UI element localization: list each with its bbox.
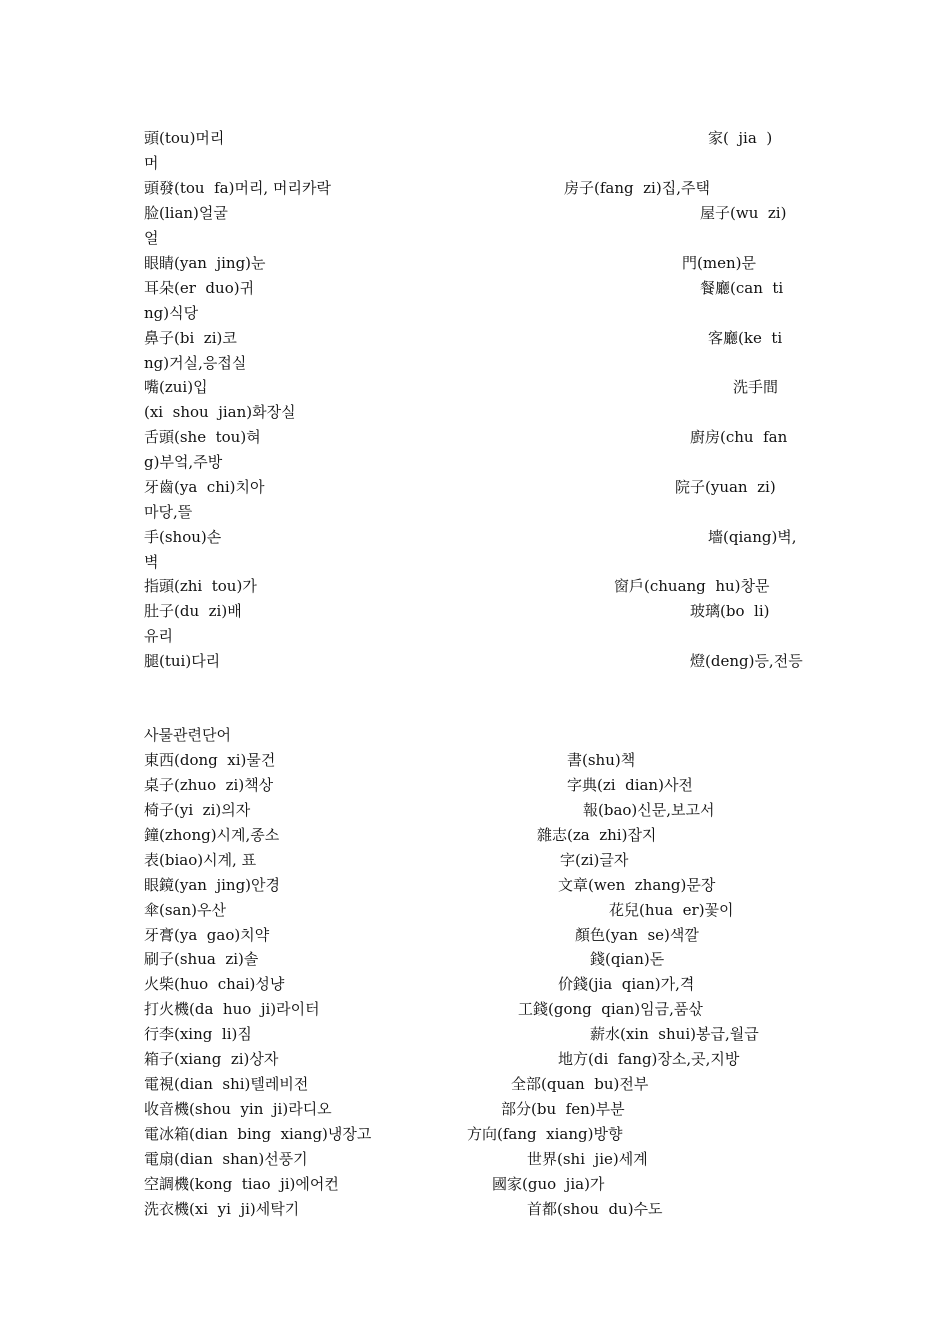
vocab-entry: 電冰箱(dian bing xiang)냉장고 bbox=[144, 1125, 372, 1143]
vocab-entry: 電扇(dian shan)선풍기 bbox=[144, 1150, 308, 1168]
vocab-entry: 家( jia ) bbox=[708, 129, 773, 147]
vocab-entry: 薪水(xin shui)봉급,월급 bbox=[590, 1025, 759, 1043]
vocab-entry: 燈(deng)등,전등 bbox=[690, 652, 803, 670]
vocab-entry-wrap: ng)식당 bbox=[144, 304, 199, 322]
vocab-entry: 表(biao)시계, 표 bbox=[144, 851, 257, 869]
vocab-entry: 錢(qian)돈 bbox=[590, 950, 665, 968]
vocab-entry: 字典(zi dian)사전 bbox=[567, 776, 693, 794]
vocab-entry: 洗衣機(xi yi ji)세탁기 bbox=[144, 1200, 300, 1218]
vocab-entry: 餐廳(can ti bbox=[700, 279, 784, 297]
vocab-entry: 窗戶(chuang hu)창문 bbox=[614, 577, 770, 595]
vocab-entry-wrap: (xi shou jian)화장실 bbox=[144, 403, 296, 421]
vocab-entry: 電視(dian shi)텔레비전 bbox=[144, 1075, 309, 1093]
vocab-entry: 鼻子(bi zi)코 bbox=[144, 329, 237, 347]
vocab-entry: 刷子(shua zi)솔 bbox=[144, 950, 259, 968]
vocab-entry: 雜志(za zhi)잡지 bbox=[537, 826, 657, 844]
vocab-entry: 玻璃(bo li) bbox=[690, 602, 770, 620]
vocab-entry: 方向(fang xiang)방향 bbox=[467, 1125, 623, 1143]
vocab-entry: 椅子(yi zi)의자 bbox=[144, 801, 251, 819]
vocab-entry: 報(bao)신문,보고서 bbox=[583, 801, 715, 819]
vocab-entry: 牙齒(ya chi)치아 bbox=[144, 478, 265, 496]
vocab-entry: 房子(fang zi)집,주택 bbox=[564, 179, 710, 197]
vocab-entry-wrap: 얼 bbox=[144, 229, 159, 247]
vocab-entry: 腿(tui)다리 bbox=[144, 652, 221, 670]
vocab-entry: 墻(qiang)벽, bbox=[708, 528, 797, 546]
vocab-entry: 收音機(shou yin ji)라디오 bbox=[144, 1100, 332, 1118]
vocab-entry: 國家(guo jia)가 bbox=[492, 1175, 605, 1193]
vocab-entry: 桌子(zhuo zi)책상 bbox=[144, 776, 274, 794]
vocab-entry: 院子(yuan zi) bbox=[675, 478, 776, 496]
vocab-entry-wrap: 벽 bbox=[144, 553, 159, 571]
vocab-entry: 工錢(gong qian)임금,품삯 bbox=[518, 1000, 703, 1018]
vocab-entry-wrap: 마당,뜰 bbox=[144, 503, 193, 521]
vocab-entry-wrap: g)부엌,주방 bbox=[144, 453, 223, 471]
vocab-entry: 洗手間 bbox=[733, 378, 779, 396]
vocab-entry: 頭發(tou fa)머리, 머리카락 bbox=[144, 179, 331, 197]
vocab-entry: 火柴(huo chai)성냥 bbox=[144, 975, 285, 993]
vocab-entry: 价錢(jia qian)가,격 bbox=[558, 975, 695, 993]
vocab-entry-wrap: 머 bbox=[144, 154, 159, 172]
vocab-entry: 世界(shi jie)세계 bbox=[527, 1150, 648, 1168]
vocab-entry: 舌頭(she tou)혀 bbox=[144, 428, 261, 446]
vocab-entry: 牙膏(ya gao)치약 bbox=[144, 926, 270, 944]
vocab-entry-wrap: ng)거실,응접실 bbox=[144, 354, 247, 372]
vocab-entry: 地方(di fang)장소,곳,지방 bbox=[558, 1050, 740, 1068]
vocab-entry: 指頭(zhi tou)가 bbox=[144, 577, 257, 595]
vocab-entry: 字(zi)글자 bbox=[560, 851, 629, 869]
vocab-entry: 鐘(zhong)시계,종소 bbox=[144, 826, 280, 844]
vocab-entry: 傘(san)우산 bbox=[144, 901, 226, 919]
vocab-entry: 花兒(hua er)꽃이 bbox=[609, 901, 734, 919]
vocab-entry: 耳朵(er duo)귀 bbox=[144, 279, 255, 297]
vocab-entry: 文章(wen zhang)문장 bbox=[558, 876, 716, 894]
vocab-entry: 脸(lian)얼굴 bbox=[144, 204, 228, 222]
vocab-entry: 箱子(xiang zi)상자 bbox=[144, 1050, 279, 1068]
vocab-entry: 肚子(du zi)배 bbox=[144, 602, 242, 620]
vocab-entry: 部分(bu fen)부분 bbox=[501, 1100, 625, 1118]
vocab-entry: 眼鏡(yan jing)안경 bbox=[144, 876, 281, 894]
vocab-entry: 書(shu)책 bbox=[567, 751, 636, 769]
vocab-entry: 頭(tou)머리 bbox=[144, 129, 225, 147]
section-heading: 사물관련단어 bbox=[144, 726, 231, 744]
vocab-entry: 行李(xing li)짐 bbox=[144, 1025, 252, 1043]
vocab-entry: 客廳(ke ti bbox=[708, 329, 783, 347]
vocab-entry: 首都(shou du)수도 bbox=[527, 1200, 663, 1218]
vocab-entry: 眼睛(yan jing)눈 bbox=[144, 254, 266, 272]
vocab-entry: 手(shou)손 bbox=[144, 528, 222, 546]
vocab-entry: 廚房(chu fan bbox=[690, 428, 788, 446]
vocab-entry: 嘴(zui)입 bbox=[144, 378, 208, 396]
vocab-entry: 全部(quan bu)전부 bbox=[511, 1075, 649, 1093]
vocab-entry: 空調機(kong tiao ji)에어컨 bbox=[144, 1175, 339, 1193]
vocab-entry: 顏色(yan se)색깔 bbox=[575, 926, 699, 944]
vocab-entry-wrap: 유리 bbox=[144, 627, 173, 645]
vocab-entry: 打火機(da huo ji)라이터 bbox=[144, 1000, 320, 1018]
vocab-entry: 東西(dong xi)물건 bbox=[144, 751, 276, 769]
vocab-entry: 屋子(wu zi) bbox=[700, 204, 787, 222]
vocab-entry: 門(men)문 bbox=[682, 254, 756, 272]
